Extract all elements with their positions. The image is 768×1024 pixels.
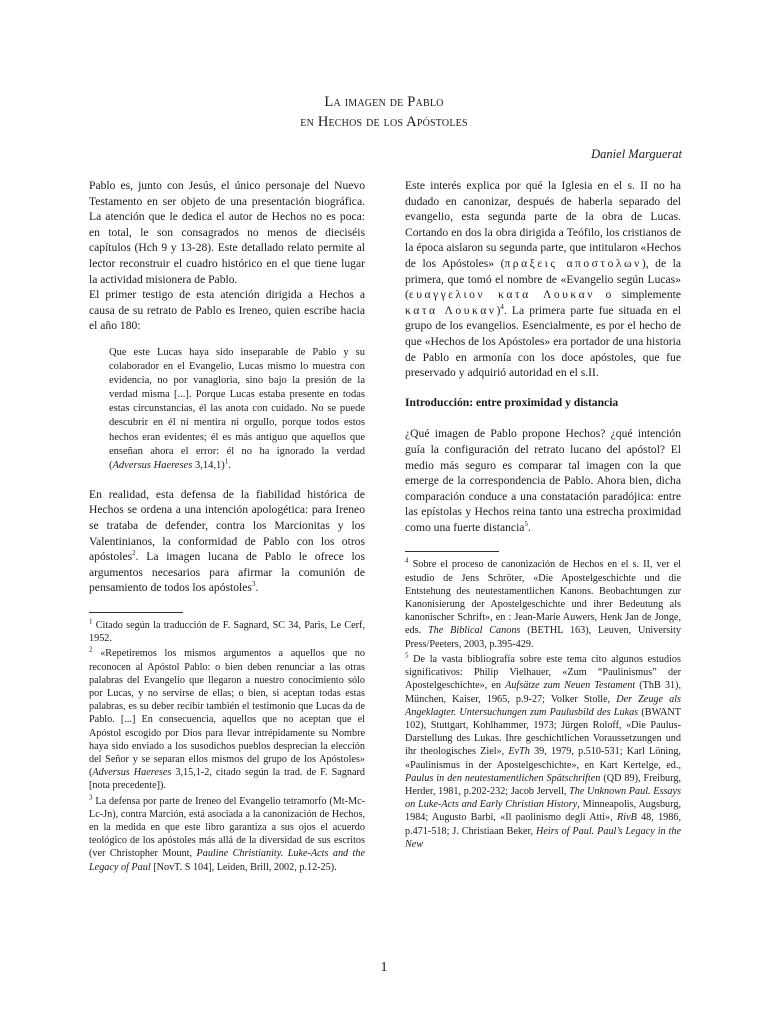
footnote-text: (ThB 31), München, Kaiser, 1965, p.9-27; Volker Stolle, — [405, 680, 681, 705]
footnote-citation: The Unknown Paul. Essays on Luke-Acts and Early Christian History — [405, 785, 681, 811]
footnote-text: 48, 1986, p.471-518; J. Christiaan Beker, — [405, 812, 681, 837]
footnote-marker[interactable]: 3 — [251, 580, 256, 589]
footnote-text: La defensa por parte de Ireneo del Evangelio tetramorfo (Mt-Mc-Lc-Jn), contra Marción, está asociada a la canonización de Hechos, en la medida en que este libro garantiza a sus ojos el acuerdo teológico de los apóstoles más allá de la diversidad de sus escritos (ver Christopher Mount, — [89, 795, 365, 860]
section-heading: Introducción: entre proximidad y distancia — [405, 395, 619, 409]
quote-text: Que este Lucas haya sido inseparable de Pablo y su colaborador en el Evangelio, Lucas mismo lo muestra con evidencia, no por vanagloria, sino bajo la presión de la verdad misma [...]. Porque Lucas estaba presente en todas estas circunstancias, él las anota con cuidado. No se puede descubrir en él ni mentira ni orgullo, porque todos estos hechos eran evidentes; él es más antiguo que aquellos que enseñan ahora el error: él no ha ignorado la verdad ( — [109, 346, 365, 471]
footnote-text: De la vasta bibliografía sobre este tema cito algunos estudios significativos: Philip Vielhauer, «Zum “Paulinismus” der Apostelgeschichte», en — [405, 653, 681, 692]
paragraph — [89, 487, 365, 596]
footnote-citation: Heirs of Paul. Paul’s Legacy in the New — [405, 825, 681, 850]
footnote-marker[interactable]: 2 — [132, 549, 136, 558]
footnote-citation: EvTh — [508, 746, 530, 758]
footnote-5 — [405, 653, 681, 851]
paragraph-text: En realidad, esta defensa de la fiabilidad histórica de Hechos se ordena a una intención apologética: para Ireneo se trataba de defender, contra los Marcionitas y los Valentinianos, la conformidad de Pablo con los otros apóstoles — [89, 487, 365, 564]
footnote-citation: Paulus in den neutestamentlichen Spätschriften — [405, 772, 601, 784]
footnote-text: 3,15,1-2, citado según la trad. de F. Sagnard [nota precedente]). — [89, 767, 365, 792]
footnote-1 — [89, 619, 365, 645]
footnote-text: [NovT. S 104], Leiden, Brill, 2002, p.12-25). — [150, 861, 337, 873]
footnote-text: Citado según la traducción de F. Sagnard, SC 34, Paris, Le Cerf, 1952. — [89, 619, 365, 645]
footnote-citation: Der Zeuge als Angeklagter. Untersuchungen zum Paulusbild des Lukas — [405, 693, 681, 718]
footnote-number: 3 — [89, 793, 93, 802]
paragraph-text: . La imagen lucana de Pablo le ofrece los argumentos necesarios para afirmar la comunión de pensamiento de todos los apóstoles — [89, 550, 365, 595]
quote-reference: 3,14,1) — [192, 459, 225, 471]
paragraph-text: Este interés explica por qué la Iglesia en el s. II no ha dudado en canonizar, después de haberla separado del evangelio, esta segunda parte de la obra de Lucas. Cortando en dos la obra dirigida a Teófilo, los cristianos de la época aislaron su segunda parte, que intitularon «Hechos de los Apóstoles» ( — [405, 179, 681, 270]
paragraph-text: . La primera parte fue situada en el grupo de los evangelios. Esencialmente, es por el hecho de que «Hechos de los Apóstoles» era portador de una historia de Pablo en armonía con los doce apóstoles, que fue preservado y adquirió autoridad en el s.II. — [405, 303, 681, 380]
footnote-text: (BWANT 102), Stuttgart, Kohlhammer, 1973; Jürgen Roloff, «Die Paulus-Darstellung des Lukas. Ihre geschichtlichen Voraussetzungen und ihr theologisches Ziel», — [405, 706, 681, 758]
greek-text: ευαγγελιον κατα Λουκαν — [408, 288, 595, 302]
footnote-number: 5 — [405, 651, 409, 660]
paragraph: Este interés explica por qué la Iglesia en el s. II no ha dudado en canonizar, después de haberla separado del evangelio, esta segunda parte de la obra de Lucas. Cortando en dos la obra dirigida a Teófilo, los cristianos de la época aislaron su segunda parte, que intitularon «Hechos de los Apóstoles» (πραξεις αποστολων), de la primera, que tomó el nombre de «Evangelio según Lucas» (ευαγγελιον κατα Λουκαν o simplemente κατα Λουκαν)$^4$. La primera parte fue situada en el grupo de los evangelios. Esencialmente, es por el hecho de que «Hechos de los Apóstoles» era portador de una historia de Pablo en armonía con los doce apóstoles, que fue preservado y adquirió autoridad en el s.II. — [405, 179, 681, 380]
footnote-marker[interactable]: 4 — [500, 302, 504, 311]
title-block — [0, 92, 768, 132]
footnote-text: , Minneapolis, Augsburg, 1984; Augusto Barbi, «Il paolinismo degli Atti», — [405, 799, 681, 824]
right-column — [405, 178, 681, 853]
page-number: 1 — [380, 960, 388, 975]
footnote-number: 2 — [89, 645, 93, 654]
footnote-text: «Repetiremos los mismos argumentos a aquellos que no reconocen al Apóstol Pablo: o bien deben renunciar a las otras palabras del Evangelio que llegaron a nuestro conocimiento sólo por Lucas, y no servirse de ellas; o bien, si aceptan todas estas palabras, es su deber recibir también el testimonio que Lucas da de Pablo. [...] En consecuencia, aquellos que no aceptan que el Apóstol escogido por Dios para llevar intrépidamente su Nombre haya sido enviado a los susodichos pueblos desprecian la elección del Señor y se separan ellos mismos del grupo de los Apóstoles» ( — [89, 648, 365, 779]
footnote-2 — [89, 647, 365, 792]
greek-text: πραξεις αποστολων — [504, 256, 642, 270]
footnote-marker[interactable]: 5 — [524, 520, 528, 529]
paragraph-text: ), de la primera, que tomó el nombre de «Evangelio según Lucas» ( — [405, 256, 681, 302]
footnote-text: (QD 89), Freiburg, Herder, 1981, p.202-232; Jacob Jervell, — [405, 772, 681, 797]
footnote-citation: The Biblical Canons — [428, 625, 521, 637]
paragraph: Pablo es, junto con Jesús, el único personaje del Nuevo Testamento en ser objeto de una presentación biográfica. La atención que le dedica el autor de Hechos no es poca: en total, le son consagrados no menos de dieciséis capítulos (Hch 9 y 13-28). Este detallado relato permite al lector reconstruir el cuadro histórico en el que tiene lugar la actividad misionera de Pablo. — [89, 179, 365, 286]
quote-citation: Adversus Haereses — [112, 459, 193, 471]
block-quote: Que este Lucas haya sido inseparable de Pablo y su colaborador en el Evangelio, Lucas mismo lo muestra con evidencia, no por vanagloria, sino bajo la presión de la verdad misma [...]. Porque Lucas estaba presente en todas estas circunstancias, él las anota con cuidado. No se puede descubrir en él ni mentira ni orgullo, porque todos estos hechos eran evidentes; él es más antiguo que aquellos que enseñan ahora el error: él no ha ignorado la verdad (Adversus Haereses 3,14,1)$^1$. — [109, 346, 365, 471]
footnote-number: 1 — [89, 617, 93, 626]
footnote-citation: Adversus Haereses — [92, 767, 172, 779]
paragraph — [405, 426, 681, 535]
footnote-text: (BETHL 163), Leuven, University Press/Peeters, 2003, p.395-429. — [405, 625, 681, 650]
footnote-text: 39, 1979, p.510-531; Karl Löning, «Paulinismus in der Apostelgeschichte», en Kart Kertelge, ed., — [405, 746, 681, 771]
author-name: Daniel Marguerat — [591, 147, 682, 161]
paragraph-text: . — [255, 581, 259, 595]
footnote-divider — [89, 612, 183, 613]
footnote-marker[interactable]: 1 — [224, 457, 229, 466]
title-line-1: La imagen de Pablo — [324, 94, 444, 110]
footnote-citation: Aufsätze zum Neuen Testament — [505, 680, 636, 692]
title-line-2: en Hechos de los Apóstoles — [300, 114, 468, 130]
greek-text: κατα Λουκαν — [405, 303, 497, 317]
paragraph-text: ¿Qué imagen de Pablo propone Hechos? ¿qué intención guía la configuración del retrato lucano del apóstol? El medio más seguro es comparar tal imagen con la que emerge de la correspondencia de Pablo. Ahora bien, dicha comparación conduce a una constatación paradójica: entre las epístolas y Hechos reina tanto una estrecha proximidad como una fuerte distancia — [405, 427, 681, 534]
paragraph: El primer testigo de esta atención dirigida a Hechos a causa de su retrato de Pablo es Ireneo, quien escribe hacia el año 180: — [89, 288, 365, 333]
left-column — [89, 178, 365, 876]
paragraph-text: o simplemente — [594, 288, 681, 302]
footnote-4 — [405, 558, 681, 650]
footnote-citation: Pauline Christianity. Luke-Acts and the Legacy of Paul — [89, 848, 365, 873]
footnote-divider — [405, 551, 499, 552]
footnote-citation: RivB — [617, 812, 637, 824]
footnote-text: Sobre el proceso de canonización de Hechos en el s. II, ver el estudio de Jens Schröter, «Die Apostelgeschichte und die Entstehung des neutestamentlichen Kanons. Beobachtungen zur Kanonisierung der Apostelgeschichte und ihrer Bedeutung als kanonischer Schrift», en : Jean-Marie Auwers, Henk Jan de Jonge, eds. — [405, 559, 681, 637]
footnote-number: 4 — [405, 557, 409, 566]
footnote-3 — [89, 795, 365, 874]
paragraph-text: . — [527, 520, 531, 534]
